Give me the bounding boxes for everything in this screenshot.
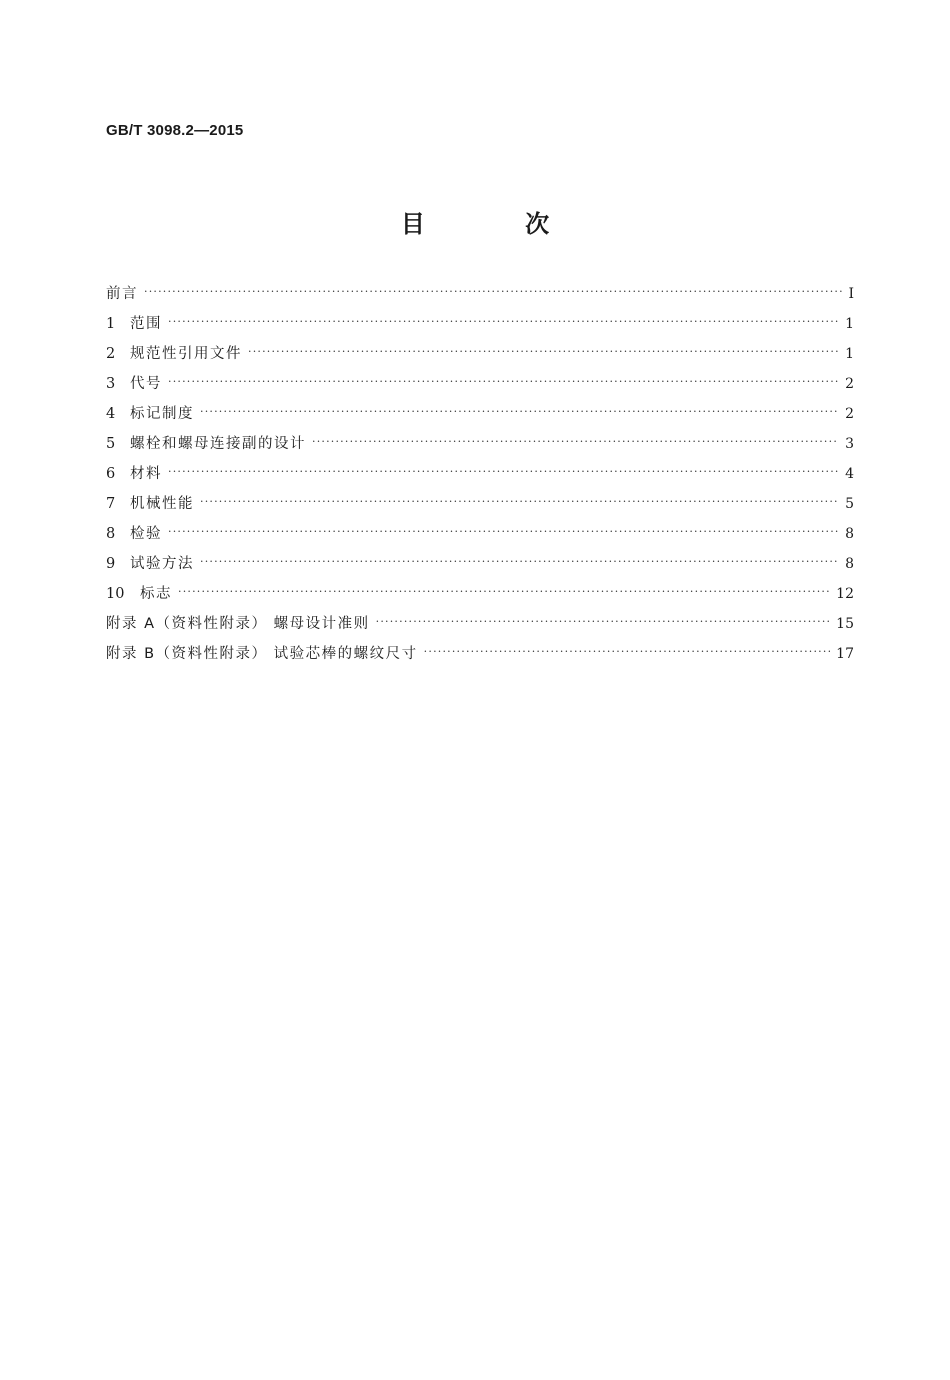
toc-leader-dots [178, 585, 830, 598]
toc-entry-annex-a[interactable] [106, 612, 854, 642]
toc-entry-label: 试验方法 [130, 556, 194, 572]
toc-entry-label: 规范性引用文件 [130, 346, 242, 362]
toc-entry-page: Ⅰ [848, 286, 854, 302]
toc-entry-number: 7 [106, 496, 116, 512]
toc-entry-number: 5 [106, 436, 116, 452]
toc-entry-label: 标记制度 [130, 406, 194, 422]
toc-list [106, 282, 854, 672]
toc-entry-page: 1 [845, 346, 854, 362]
toc-title: 目 次 [400, 210, 596, 238]
toc-entry-label: 附录 B（资料性附录） 试验芯棒的螺纹尺寸 [106, 646, 418, 662]
toc-entry-normative-references[interactable] [106, 342, 854, 372]
toc-entry-annex-b[interactable] [106, 642, 854, 672]
toc-entry-number: 6 [106, 466, 116, 482]
toc-entry-label: 螺栓和螺母连接副的设计 [130, 436, 306, 452]
toc-entry-number: 1 [106, 316, 116, 332]
toc-entry-page: 2 [845, 406, 854, 422]
toc-entry-number: 8 [106, 526, 116, 542]
toc-leader-dots [376, 615, 831, 628]
toc-leader-dots [312, 435, 839, 448]
toc-entry-number: 3 [106, 376, 116, 392]
toc-entry-number: 4 [106, 406, 116, 422]
toc-entry-number: 10 [106, 586, 125, 602]
toc-leader-dots [424, 645, 831, 658]
toc-entry-inspection[interactable] [106, 522, 854, 552]
toc-entry-page: 15 [836, 616, 854, 632]
toc-leader-dots [200, 555, 839, 568]
document-code: GB/T 3098.2—2015 [106, 122, 244, 139]
toc-entry-label: 附录 A（资料性附录） 螺母设计准则 [106, 616, 370, 632]
toc-entry-label: 前言 [106, 286, 138, 302]
toc-leader-dots [144, 285, 842, 298]
toc-entry-designation-system[interactable] [106, 402, 854, 432]
toc-leader-dots [248, 345, 839, 358]
toc-entry-label: 代号 [130, 376, 162, 392]
toc-entry-marking[interactable] [106, 582, 854, 612]
toc-entry-number: 9 [106, 556, 116, 572]
toc-entry-label: 范围 [130, 316, 162, 332]
toc-entry-scope[interactable] [106, 312, 854, 342]
toc-entry-materials[interactable] [106, 462, 854, 492]
toc-leader-dots [168, 465, 839, 478]
toc-entry-page: 17 [836, 646, 854, 662]
toc-entry-bolt-nut-assembly-design[interactable] [106, 432, 854, 462]
toc-entry-page: 12 [836, 586, 854, 602]
toc-leader-dots [168, 525, 839, 538]
toc-entry-number: 2 [106, 346, 116, 362]
toc-entry-page: 4 [845, 466, 854, 482]
toc-entry-label: 机械性能 [130, 496, 194, 512]
toc-entry-page: 8 [845, 526, 854, 542]
toc-entry-page: 1 [845, 316, 854, 332]
toc-leader-dots [200, 405, 839, 418]
toc-entry-page: 2 [845, 376, 854, 392]
toc-entry-label: 材料 [130, 466, 162, 482]
toc-entry-foreword[interactable] [106, 282, 854, 312]
toc-entry-test-methods[interactable] [106, 552, 854, 582]
toc-entry-page: 8 [845, 556, 854, 572]
toc-entry-label: 检验 [130, 526, 162, 542]
toc-entry-page: 5 [845, 496, 854, 512]
toc-entry-label: 标志 [140, 586, 172, 602]
toc-leader-dots [168, 315, 839, 328]
toc-entry-symbols[interactable] [106, 372, 854, 402]
toc-leader-dots [168, 375, 839, 388]
toc-leader-dots [200, 495, 839, 508]
toc-entry-page: 3 [845, 436, 854, 452]
toc-entry-mechanical-properties[interactable] [106, 492, 854, 522]
